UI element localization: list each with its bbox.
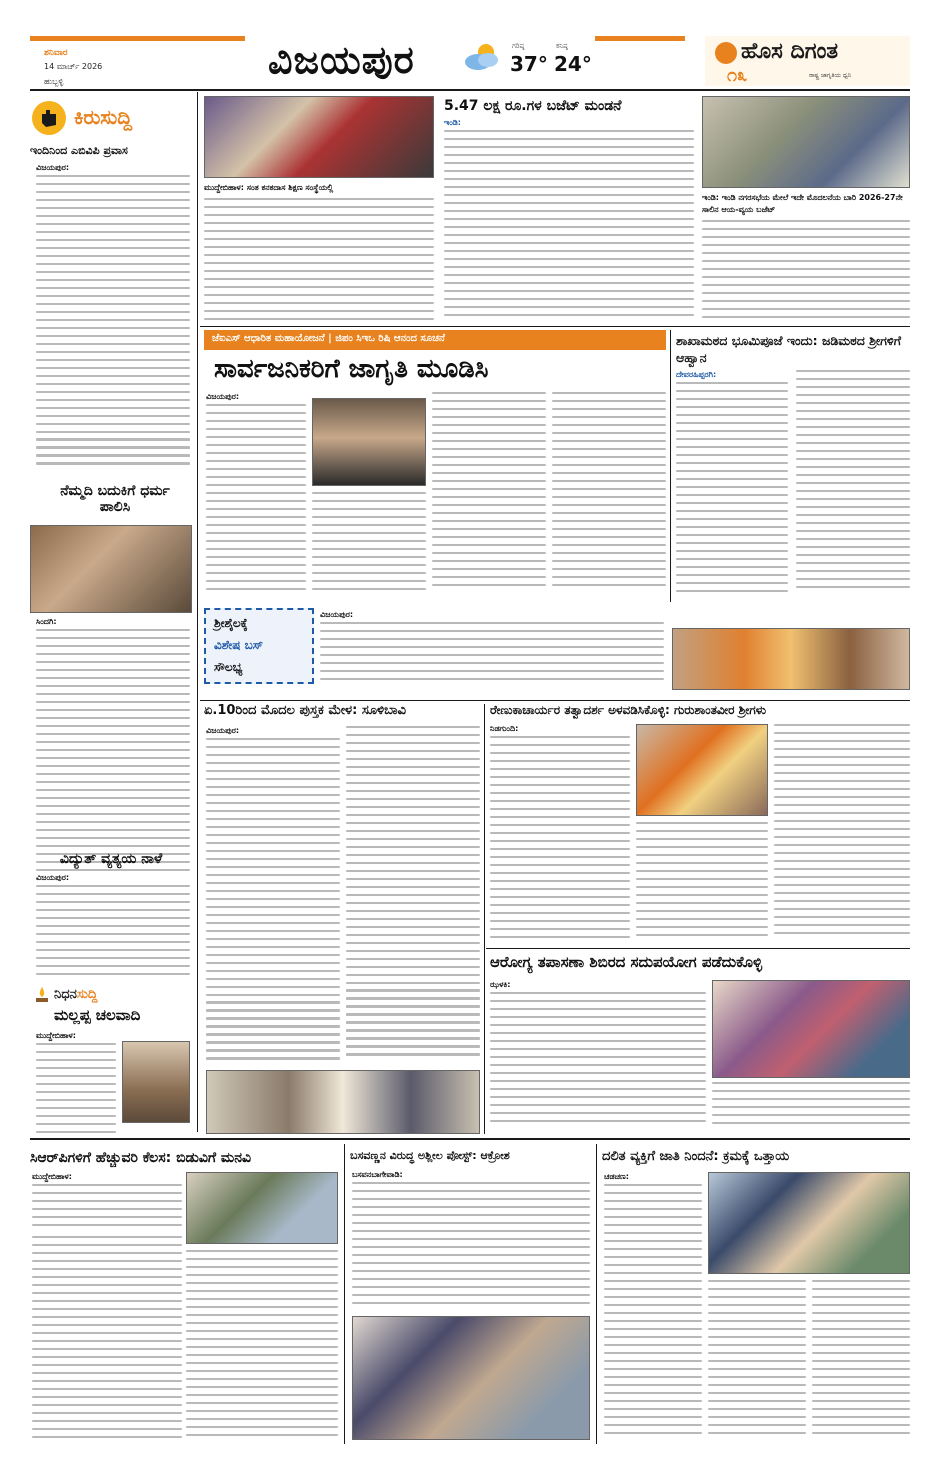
paper-logo-name: ಹೊಸ ದಿಗಂತ <box>741 39 839 64</box>
budget-headline: 5.47 ಲಕ್ಷ ರೂ.ಗಳ ಬಜೆಟ್ ಮಂಡನೆ <box>444 98 622 114</box>
bookfair-photo <box>206 1070 480 1134</box>
bookfair-dateline: ವಿಜಯಪುರ: <box>206 726 240 735</box>
bottom-col1-body-c <box>186 1250 338 1440</box>
bottom-col1-body-b <box>32 1236 182 1440</box>
bottom-divider-2 <box>596 1144 597 1444</box>
main-body-col2 <box>312 492 426 596</box>
date-text: 14 ಮಾರ್ಚ್ 2026 <box>44 62 103 71</box>
srisaila-photo <box>672 628 910 690</box>
nidhana-dateline: ಮುದ್ದೇಬಿಹಾಳ: <box>36 1031 76 1040</box>
main-right-divider <box>670 330 671 602</box>
top-row-rule <box>200 326 910 327</box>
main-body-col1 <box>206 404 306 596</box>
bookfair-body-col2 <box>346 726 480 1068</box>
health-dateline: ಝಳಕಿ: <box>490 980 511 989</box>
lamp-icon <box>34 987 50 1005</box>
bottom-col2-body <box>352 1182 590 1310</box>
shakhamatha-headline: ಶಾಖಾಮಠದ ಭೂಮಿಪೂಜೆ ಇಂದು: ಜಡಿಮಠದ ಶ್ರೀಗಳಿಗೆ ಆಹ್ವಾನ <box>676 333 901 365</box>
bottom-col2-dateline: ಬಸವನಬಾಗೇವಾಡಿ: <box>352 1170 403 1179</box>
main-portrait <box>312 398 426 486</box>
masthead <box>0 0 945 90</box>
weather-cloud-icon <box>460 40 502 74</box>
srisaila-label-2: ವಿಶೇಷ ಬಸ್ <box>214 638 263 652</box>
date-day: ಶನಿವಾರ <box>44 48 68 58</box>
story2-photo <box>30 525 192 613</box>
top-photo-right-caption: ಇಂಡಿ: ಇಂಡಿ ನಗರಸಭೆಯ ಮೇಲೆ ಇದೇ ಮೊದಲನೆಯ ಬಾರಿ 2026-27ನೇ ಸಾಲಿನ ಆಯ-ವ್ಯಯ ಬಜೆಟ್ <box>702 193 903 214</box>
bottom-col1-headline: ಸಿಆರ್‌ಪಿಗಳಿಗೆ ಹೆಚ್ಚುವರಿ ಕೆಲಸ: ಬಿಡುವಿಗೆ ಮನವಿ <box>30 1150 252 1166</box>
story2-body <box>36 629 190 879</box>
masthead-top-orange-bar <box>30 36 245 41</box>
srisaila-rule <box>200 700 910 701</box>
main-body-col3 <box>432 392 546 596</box>
paper-logo-emblem-icon <box>715 42 737 64</box>
kirusuddi-label: ಕಿರುಸುದ್ದಿ <box>74 105 133 129</box>
left-column-divider <box>197 92 198 1132</box>
min-temp-value: 24° <box>554 52 592 76</box>
bottom-col3-dateline: ಚಡಚಣ: <box>604 1172 629 1181</box>
story1-dateline: ವಿಜಯಪುರ: <box>36 163 70 172</box>
bottom-col3-body-b <box>708 1280 806 1440</box>
main-dateline: ವಿಜಯಪುರ: <box>206 392 240 401</box>
shakhamatha-body-col1 <box>676 382 788 598</box>
story2-headline: ನೆಮ್ಮದಿ ಬದುಕಿಗೆ ಧರ್ಮ ಪಾಲಿಸಿ <box>60 483 170 516</box>
edition-label: ಹುಬ್ಬಳ್ಳಿ <box>44 77 64 86</box>
renuka-photo <box>636 724 768 816</box>
hand-icon <box>32 101 66 135</box>
renuka-dateline: ನಿಡಗುಂದಿ: <box>490 724 519 733</box>
bottom-col2-headline: ಬಸವಣ್ಣನ ವಿರುದ್ಧ ಅಶ್ಲೀಲ ಪೋಸ್ಟ್: ಆಕ್ರೋಶ <box>350 1149 510 1162</box>
bookfair-body-col1 <box>206 738 340 1068</box>
kirusuddi-header <box>30 99 192 139</box>
renuka-rule <box>486 948 910 949</box>
renuka-body-col1 <box>490 736 630 946</box>
bookfair-right-divider <box>484 704 485 1134</box>
story1-headline: ಇಂದಿನಿಂದ ಎಬಿವಿಪಿ ಪ್ರವಾಸ <box>30 144 128 157</box>
nidhana-label-part1: ನಿಧನ <box>54 987 77 1002</box>
health-body <box>490 992 706 1130</box>
top-photo-left-caption-body <box>204 198 434 322</box>
main-kicker <box>204 330 666 350</box>
masthead-top-orange-bar-right <box>595 36 685 41</box>
srisaila-dateline: ವಿಜಯಪುರ: <box>320 610 354 619</box>
middle-bottom-rule <box>30 1138 910 1140</box>
story1-body <box>36 175 190 471</box>
srisaila-label-3: ಸೌಲಭ್ಯ <box>214 660 243 674</box>
max-temp-value: 37° <box>510 52 548 76</box>
story3-headline: ವಿದ್ಯುತ್ ವ್ಯತ್ಯಯ ನಾಳೆ <box>59 851 163 867</box>
paper-logo-block <box>705 36 910 86</box>
bottom-divider-1 <box>344 1144 345 1444</box>
bottom-col1-body-a <box>32 1184 182 1230</box>
health-photo <box>712 980 910 1078</box>
left-column <box>30 95 192 1135</box>
max-temp-label: ಗರಿಷ್ಠ <box>512 42 525 50</box>
story2-dateline: ಸಿಂದಗಿ: <box>36 617 57 626</box>
health-photo-caption <box>712 1082 910 1130</box>
min-temp-label: ಕನಿಷ್ಠ <box>556 42 568 50</box>
bottom-col1-photo <box>186 1172 338 1244</box>
city-title: ವಿಜಯಪುರ <box>268 38 415 82</box>
story3-body <box>36 885 190 981</box>
main-body-col4 <box>552 392 666 596</box>
budget-dateline: ಇಂಡಿ: <box>444 118 461 127</box>
main-headline: ಸಾರ್ವಜನಿಕರಿಗೆ ಜಾಗೃತಿ ಮೂಡಿಸಿ <box>214 354 489 384</box>
nidhana-name: ಮಲ್ಲಪ್ಪ ಚಲವಾದಿ <box>54 1006 141 1024</box>
bottom-col3-body-a <box>604 1184 702 1440</box>
nidhana-body <box>36 1043 116 1135</box>
bottom-col2-photo <box>352 1316 590 1440</box>
renuka-body-col3 <box>774 724 910 946</box>
masthead-bottom-rule <box>30 89 910 91</box>
renuka-headline: ರೇಣುಕಾಚಾರ್ಯರ ತತ್ವಾದರ್ಶ ಅಳವಡಿಸಿಕೊಳ್ಳಿ: ಗುರುಶಾಂತವೀರ ಶ್ರೀಗಳು <box>490 703 767 717</box>
bottom-col1-dateline: ಮುದ್ದೇಬಿಹಾಳ: <box>32 1172 72 1181</box>
bottom-col3-body-c <box>812 1280 910 1440</box>
top-photo-right <box>702 96 910 188</box>
top-photo-left <box>204 96 434 178</box>
srisaila-label-1: ಶ್ರೀಶೈಲಕ್ಕೆ <box>214 616 248 630</box>
bottom-col3-photo <box>708 1172 910 1274</box>
nidhana-label-part2: ಸುದ್ದಿ <box>76 987 98 1002</box>
nidhana-label <box>54 987 97 1002</box>
paper-tagline: ರಾಷ್ಟ್ರ ಜಾಗೃತಿಯ ಧ್ವನಿ <box>809 72 852 79</box>
nidhana-portrait <box>122 1041 190 1123</box>
srisaila-body <box>320 622 664 682</box>
budget-body <box>444 130 694 320</box>
srisaila-label-box <box>204 608 314 684</box>
top-photo-left-caption: ಮುದ್ದೇಬಿಹಾಳ: ಸಂತ ಕನಕದಾಸ ಶಿಕ್ಷಣ ಸಂಸ್ಥೆಯಲ್ಲಿ <box>204 183 334 192</box>
page-number: ೧೩ <box>727 65 748 86</box>
bottom-col3-headline: ದಲಿತ ವ್ಯಕ್ತಿಗೆ ಜಾತಿ ನಿಂದನೆ: ಕ್ರಮಕ್ಕೆ ಒತ್ತಾಯ <box>602 1149 790 1164</box>
top-photo-right-caption-body <box>702 220 910 320</box>
main-kicker-text: ಜೆಐಎಸ್ ಆಧಾರಿತ ಮಹಾಯೋಜನೆ | ಜಿಪಂ ಸಿಇಒ ರಿಷಿ ಆನಂದ ಸೂಚನೆ <box>212 333 445 344</box>
renuka-body-col2 <box>636 822 768 946</box>
bookfair-headline: ಏ.10ರಿಂದ ಮೊದಲ ಪುಸ್ತಕ ಮೇಳ: ಸೂಳಿಬಾವಿ <box>204 703 406 718</box>
shakhamatha-dateline: ದೇವರಹಿಪ್ಪರಗಿ: <box>676 370 717 379</box>
health-headline: ಆರೋಗ್ಯ ತಪಾಸಣಾ ಶಿಬಿರದ ಸದುಪಯೋಗ ಪಡೆದುಕೊಳ್ಳಿ <box>490 953 763 971</box>
story3-dateline: ವಿಜಯಪುರ: <box>36 873 70 882</box>
shakhamatha-body-col2 <box>796 370 910 598</box>
